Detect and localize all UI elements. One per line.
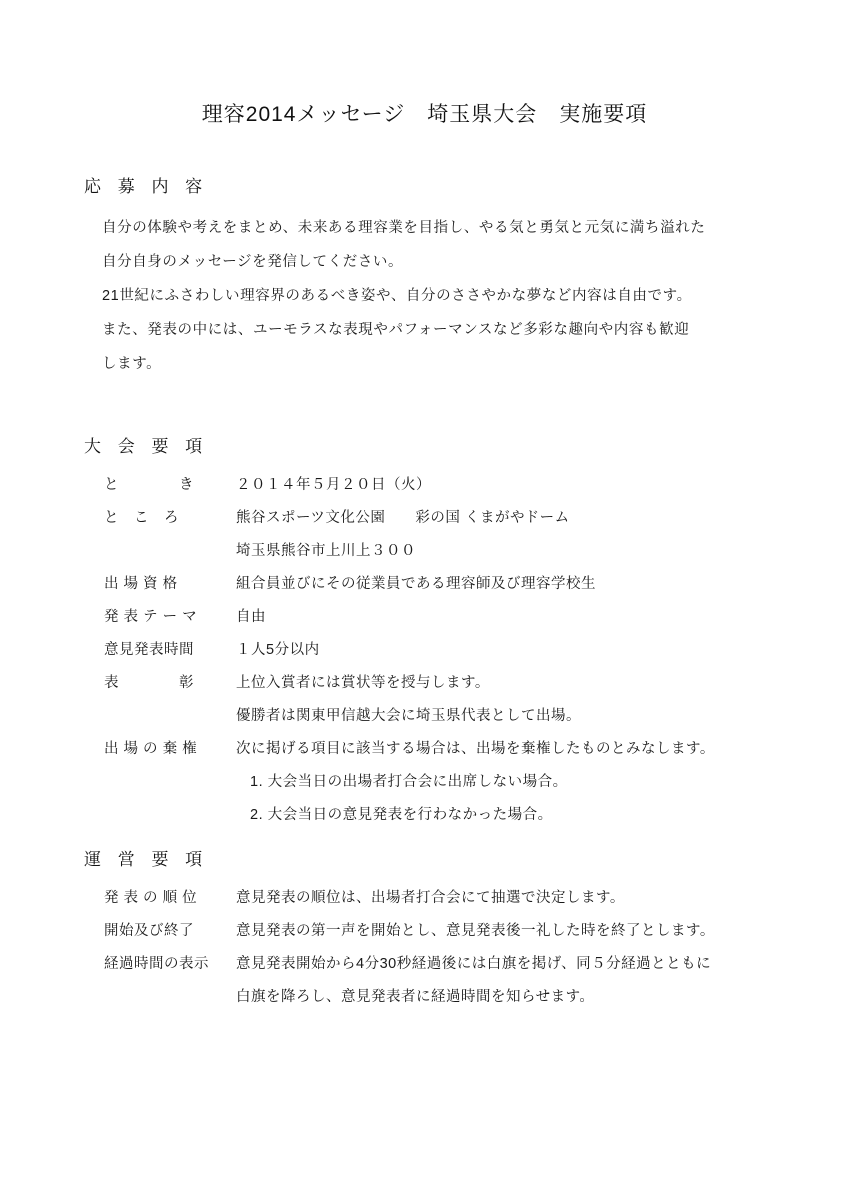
row-label: 発 表 テ ー マ <box>104 609 198 625</box>
table-row <box>84 568 784 601</box>
row-value: 組合員並びにその従業員である理容師及び理容学校生 <box>236 576 596 592</box>
row-value: 熊谷スポーツ文化公園 彩の国 くまがやドーム <box>236 510 570 526</box>
section-heading-admin: 運 営 要 項 <box>84 850 209 869</box>
row-value: 意見発表の第一声を開始とし、意見発表後一礼した時を終了とします。 <box>236 923 715 939</box>
row-label: 発 表 の 順 位 <box>104 890 198 906</box>
row-label <box>84 981 236 1014</box>
table-row <box>84 981 784 1014</box>
row-value: 意見発表開始から4分30秒経過後には白旗を掲げ、同５分経過とともに <box>236 956 712 972</box>
row-value: 1. 大会当日の出場者打合会に出席しない場合。 <box>250 774 568 790</box>
row-value: 白旗を降ろし、意見発表者に経過時間を知らせます。 <box>236 989 595 1005</box>
section-entry-content <box>84 172 784 381</box>
row-label: 表 彰 <box>104 675 194 691</box>
row-label: 出 場 資 格 <box>104 576 178 592</box>
section-meeting-outline <box>84 432 784 832</box>
page-title: 理容2014メッセージ 埼玉県大会 実施要項 <box>201 103 648 126</box>
row-label: と き <box>104 477 194 493</box>
table-row <box>84 469 784 502</box>
entry-line: します。 <box>102 356 162 372</box>
meeting-row-list <box>84 469 784 832</box>
row-label: 意見発表時間 <box>104 642 194 658</box>
row-value: 自由 <box>236 609 266 625</box>
row-value: 優勝者は関東甲信越大会に埼玉県代表として出場。 <box>236 708 581 724</box>
row-label: 経過時間の表示 <box>104 956 209 972</box>
table-row <box>84 601 784 634</box>
section-heading-entry: 応 募 内 容 <box>84 177 209 196</box>
table-row <box>84 502 784 535</box>
entry-line: また、発表の中には、ユーモラスな表現やパフォーマンスなど多彩な趣向や内容も歓迎 <box>102 322 690 338</box>
table-row <box>84 766 784 799</box>
row-label: 開始及び終了 <box>104 923 194 939</box>
row-value: 2. 大会当日の意見発表を行わなかった場合。 <box>250 807 553 823</box>
row-label: 出 場 の 棄 権 <box>104 741 198 757</box>
table-row <box>84 799 784 832</box>
row-label <box>84 535 236 568</box>
section-heading-meeting: 大 会 要 項 <box>84 437 209 456</box>
row-label <box>84 799 236 832</box>
row-value: 意見発表の順位は、出場者打合会にて抽選で決定します。 <box>236 890 625 906</box>
table-row <box>84 733 784 766</box>
table-row <box>84 634 784 667</box>
table-row <box>84 700 784 733</box>
entry-line: 21世紀にふさわしい理容界のあるべき姿や、自分のささやかな夢など内容は自由です。 <box>102 288 692 304</box>
table-row <box>84 915 784 948</box>
section-administration-outline <box>84 845 784 1014</box>
entry-line: 自分の体験や考えをまとめ、未来ある理容業を目指し、やる気と勇気と元気に満ち溢れた <box>102 220 706 236</box>
table-row <box>84 948 784 981</box>
row-label: と こ ろ <box>104 510 179 526</box>
row-value: ２０１４年５月２０日（火） <box>236 477 431 493</box>
row-value: 埼玉県熊谷市上川上３００ <box>236 543 416 559</box>
row-value: 次に掲げる項目に該当する場合は、出場を棄権したものとみなします。 <box>236 741 715 757</box>
row-label <box>84 700 236 733</box>
row-value: １人5分以内 <box>236 642 320 658</box>
entry-line: 自分自身のメッセージを発信してください。 <box>102 254 404 270</box>
table-row <box>84 882 784 915</box>
admin-row-list <box>84 882 784 1014</box>
row-value: 上位入賞者には賞状等を授与します。 <box>236 675 490 691</box>
row-label <box>84 766 236 799</box>
table-row <box>84 667 784 700</box>
table-row <box>84 535 784 568</box>
entry-paragraph-block <box>102 211 784 381</box>
